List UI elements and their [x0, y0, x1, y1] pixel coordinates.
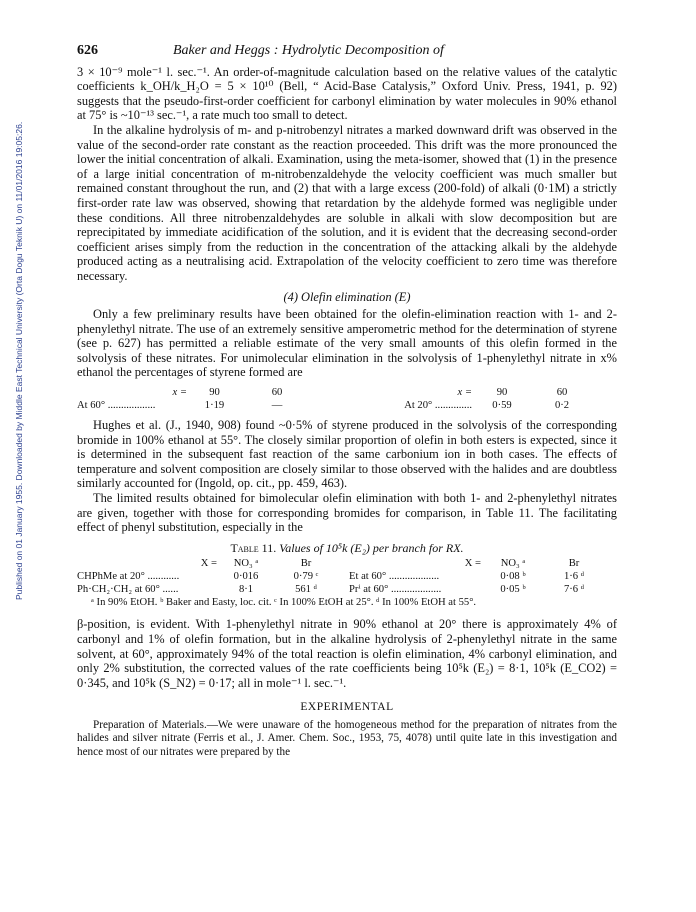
- table-11-title: [77, 541, 617, 556]
- col-header-br: Br: [300, 558, 312, 570]
- page-header: [77, 44, 617, 59]
- value-right-1: 0·59: [492, 400, 512, 412]
- col-header-br-right: Br: [568, 558, 580, 570]
- x-label: X =: [200, 558, 217, 570]
- x-val-left-2: 60: [271, 387, 283, 399]
- value-right-2: 0·2: [554, 400, 570, 412]
- styrene-table-row: [77, 399, 617, 412]
- table-footnote: ᵃ In 90% EtOH. ᵇ Baker and Easty, loc. cit. ᶜ In 100% EtOH at 25°. ᵈ In 100% EtOH at 55°.: [91, 597, 477, 609]
- x-label-left: x =: [172, 387, 187, 399]
- running-head: Baker and Heggs : Hydrolytic Decomposition of: [173, 43, 444, 58]
- styrene-table: [77, 386, 617, 412]
- table-11: [77, 557, 617, 609]
- table-row: [77, 583, 617, 596]
- cell-br: 7·6 ᵈ: [563, 584, 585, 596]
- row-label-right: At 20° ..............: [404, 400, 472, 412]
- cell-no3: 0·016: [233, 571, 259, 583]
- paragraph-6: β-position, is evident. With 1-phenylethyl nitrate in 90% ethanol at 20° there is approximately 4% of carbonyl and 1% of olefin formation, but in the alkaline hydrolysis of 2-phenylethyl nitrate in the same solvent, at 60°, approximately 94% of the total reaction is olefin elimination, 4% carbonyl elimination, and only 2% substitution, the corrected values of the rate coefficients being 10⁵k (E₂) = 8·1, 10⁵k (E_CO2) = 0·345, and 10⁵k (S_N2) = 0·17; all in mole⁻¹ l. sec.⁻¹.: [77, 617, 617, 690]
- paragraph-7: Preparation of Materials.—We were unaware of the homogeneous method for the preparation of nitrates from the halides and silver nitrate (Ferris et al., J. Amer. Chem. Soc., 1953, 75, 4078) until quite late in this investigation and hence most of our nitrates were prepared by the: [77, 718, 617, 758]
- paragraph-5: The limited results obtained for bimolecular olefin elimination with both 1- and 2-phenylethyl nitrates are given, together with those for corresponding bromides for comparison, in Table 11. The facilitating effect of phenyl substitution, especially in the: [77, 491, 617, 535]
- row-label-left: At 60° ..................: [77, 400, 156, 412]
- page-number: 626: [77, 43, 98, 58]
- download-notice: Published on 01 January 1955. Downloaded by Middle East Technical University (Orta Dogu Teknik U) on 11/01/2016 19:05:26.: [14, 121, 24, 600]
- table-row: [77, 570, 617, 583]
- value-left-2: —: [271, 400, 283, 412]
- cell-br: 561 ᵈ: [295, 584, 317, 596]
- x-val-left-1: 90: [209, 387, 220, 399]
- cell-no3: 8·1: [238, 584, 254, 596]
- paragraph-3: Only a few preliminary results have been obtained for the olefin-elimination reaction with 1- and 2-phenylethyl nitrate. The use of an extremely sensitive amperometric method for the determination of styrene (see p. 627) has permitted a reliable estimate of the very small amounts of this olefin formed in the solvolysis of these nitrates. For unimolecular elimination in the solvolysis of 1-phenylethyl nitrate in x% ethanol the percentages of styrene formed are: [77, 307, 617, 380]
- row-label: CHPhMe at 20° ............: [77, 571, 180, 583]
- x-label-right: X =: [464, 558, 481, 570]
- table-caption: Values of 10⁵k (E₂) per branch for RX.: [279, 540, 464, 555]
- x-val-right-1: 90: [496, 387, 508, 399]
- cell-br: 1·6 ᵈ: [563, 571, 585, 583]
- row-label: Et at 60° ...................: [349, 571, 440, 583]
- table-number: Table 11.: [230, 540, 277, 555]
- paragraph-2: In the alkaline hydrolysis of m- and p-nitrobenzyl nitrates a marked downward drift was observed in the value of the second-order rate constant as the reaction proceeded. This drift was the more pronounced the lower the initial concentration of alkali. Examination, using the meta-isomer, showed that (1) in the presence of a large initial concentration of m-nitrobenzaldehyde the velocity coefficient was much smaller but remained constant throughout the run, and (2) that with a large excess (200-fold) of alkali (0·1M) a strictly first-order rate law was observed, showing that retardation by the aldehyde formed was negligible under these conditions. All three nitrobenzaldehydes are soluble in alkali with slow decomposition but are reprecipitated by immediate acidification of the solution, and it is evident that the decreasing second-order coefficient arises simply from the reduction in the concentration of the attacking alkali by the aldehyde produced acting as a neutralising acid. Extrapolation of the velocity coefficient to zero time was therefore necessary.: [77, 122, 617, 283]
- experimental-heading: EXPERIMENTAL: [300, 701, 394, 714]
- cell-no3: 0·08 ᵇ: [500, 571, 526, 583]
- styrene-table-header: [77, 386, 617, 399]
- article-page: [77, 44, 617, 759]
- x-val-right-2: 60: [556, 387, 568, 399]
- col-header-no3-right: NO₃ ᵃ: [500, 558, 526, 570]
- col-header-no3: NO₃ ᵃ: [233, 558, 259, 570]
- paragraph-1: 3 × 10⁻⁹ mole⁻¹ l. sec.⁻¹. An order-of-magnitude calculation based on the relative values of the catalytic coefficients k_OH/k_H₂O = 5 × 10¹⁰ (Bell, “ Acid-Base Catalysis,” Oxford Univ. Press, 1941, p. 92) suggests that the pseudo-first-order coefficient for carbonyl elimination by water molecules in 90% ethanol at 75° is ~10⁻¹³ sec.⁻¹, a rate much too small to detect.: [77, 64, 617, 123]
- cell-no3: 0·05 ᵇ: [500, 584, 526, 596]
- x-label-right: x =: [457, 387, 472, 399]
- section-heading-olefin: (4) Olefin elimination (E): [283, 289, 411, 304]
- value-left-1: 1·19: [204, 400, 225, 412]
- table-11-header: [77, 557, 617, 570]
- row-label: Prⁱ at 60° ...................: [349, 584, 442, 596]
- cell-br: 0·79 ᶜ: [293, 571, 319, 583]
- row-label: Ph·CH₂·CH₂ at 60° ......: [77, 584, 179, 596]
- paragraph-4: Hughes et al. (J., 1940, 908) found ~0·5% of styrene produced in the solvolysis of the corresponding bromide in 100% ethanol at 55°. The closely similar proportion of olefin in both esters is expected, since it is determined in the subsequent fast reaction of the same carbonium ion in both cases. The effects of temperature and solvent composition are closely similar to those observed with the halides and are doubtless similarly accounted for (Ingold, op. cit., pp. 459, 463).: [77, 418, 617, 491]
